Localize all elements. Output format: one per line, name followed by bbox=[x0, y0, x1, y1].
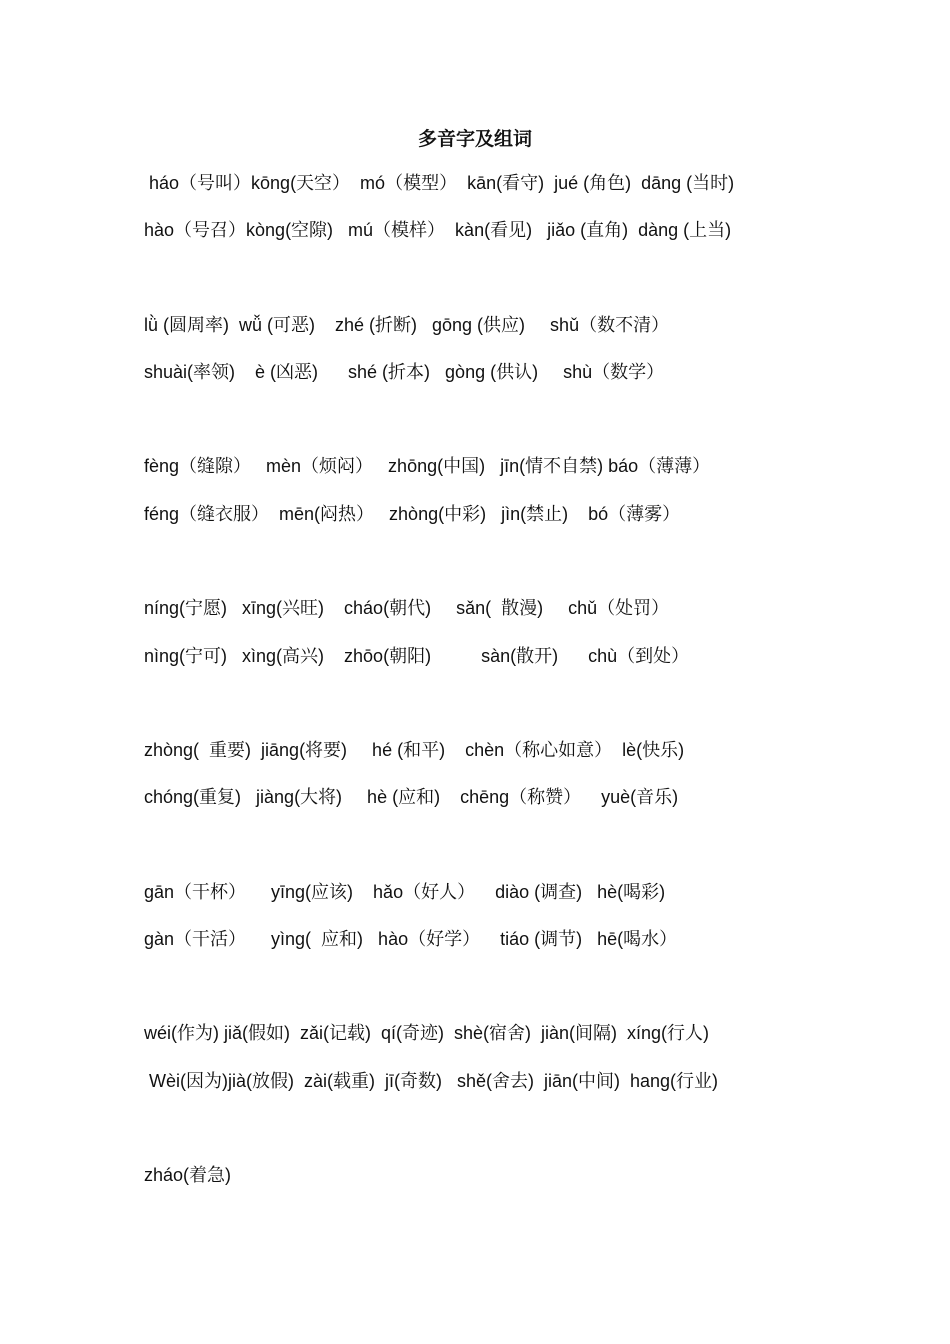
text-line-12: gàn（干活） yìng( 应和) hào（好学） tiáo (调节) hē(喝水） bbox=[144, 929, 678, 949]
text-line-1: háo（号叫）kōng(天空） mó（模型） kān(看守) jué (角色) dāng (当时) bbox=[144, 173, 735, 193]
text-line-13: wéi(作为) jiǎ(假如) zǎi(记载) qí(奇迹) shè(宿舍) jiàn(间隔) xíng(行人) bbox=[144, 1023, 710, 1043]
text-line-2: hào（号召）kòng(空隙) mú（模样） kàn(看见) jiǎo (直角) dàng (上当) bbox=[144, 220, 732, 240]
text-line-14: Wèi(因为)jià(放假) zài(载重) jī(奇数) shě(舍去) jiān(中间) hang(行业) bbox=[144, 1071, 719, 1091]
text-line-10: chóng(重复) jiàng(大将) hè (应和) chēng（称赞） yuè(音乐) bbox=[144, 787, 679, 807]
text-line-7: níng(宁愿) xīng(兴旺) cháo(朝代) sǎn( 散漫) chǔ（处罚） bbox=[144, 598, 670, 618]
text-line-6: féng（缝衣服） mēn(闷热） zhòng(中彩) jìn(禁止) bó（薄雾） bbox=[144, 504, 681, 524]
text-line-11: gān（干杯） yīng(应该) hǎo（好人） diào (调查) hè(喝彩) bbox=[144, 882, 666, 902]
text-line-4: shuài(率领) è (凶恶) shé (折本) gòng (供认) shù（数学） bbox=[144, 362, 665, 382]
text-line-3: lǜ (圆周率) wǚ (可恶) zhé (折断) gōng (供应) shǔ（数不清） bbox=[144, 315, 670, 335]
text-line-8: nìng(宁可) xìng(高兴) zhōo(朝阳) sàn(散开) chù（到处） bbox=[144, 646, 690, 666]
text-line-9: zhòng( 重要) jiāng(将要) hé (和平) chèn（称心如意） lè(快乐) bbox=[144, 740, 685, 760]
text-line-15: zháo(着急) bbox=[144, 1165, 232, 1185]
text-line-5: fèng（缝隙） mèn（烦闷） zhōng(中国) jīn(情不自禁) báo（薄薄） bbox=[144, 456, 711, 476]
page-title: 多音字及组词 bbox=[417, 128, 532, 150]
